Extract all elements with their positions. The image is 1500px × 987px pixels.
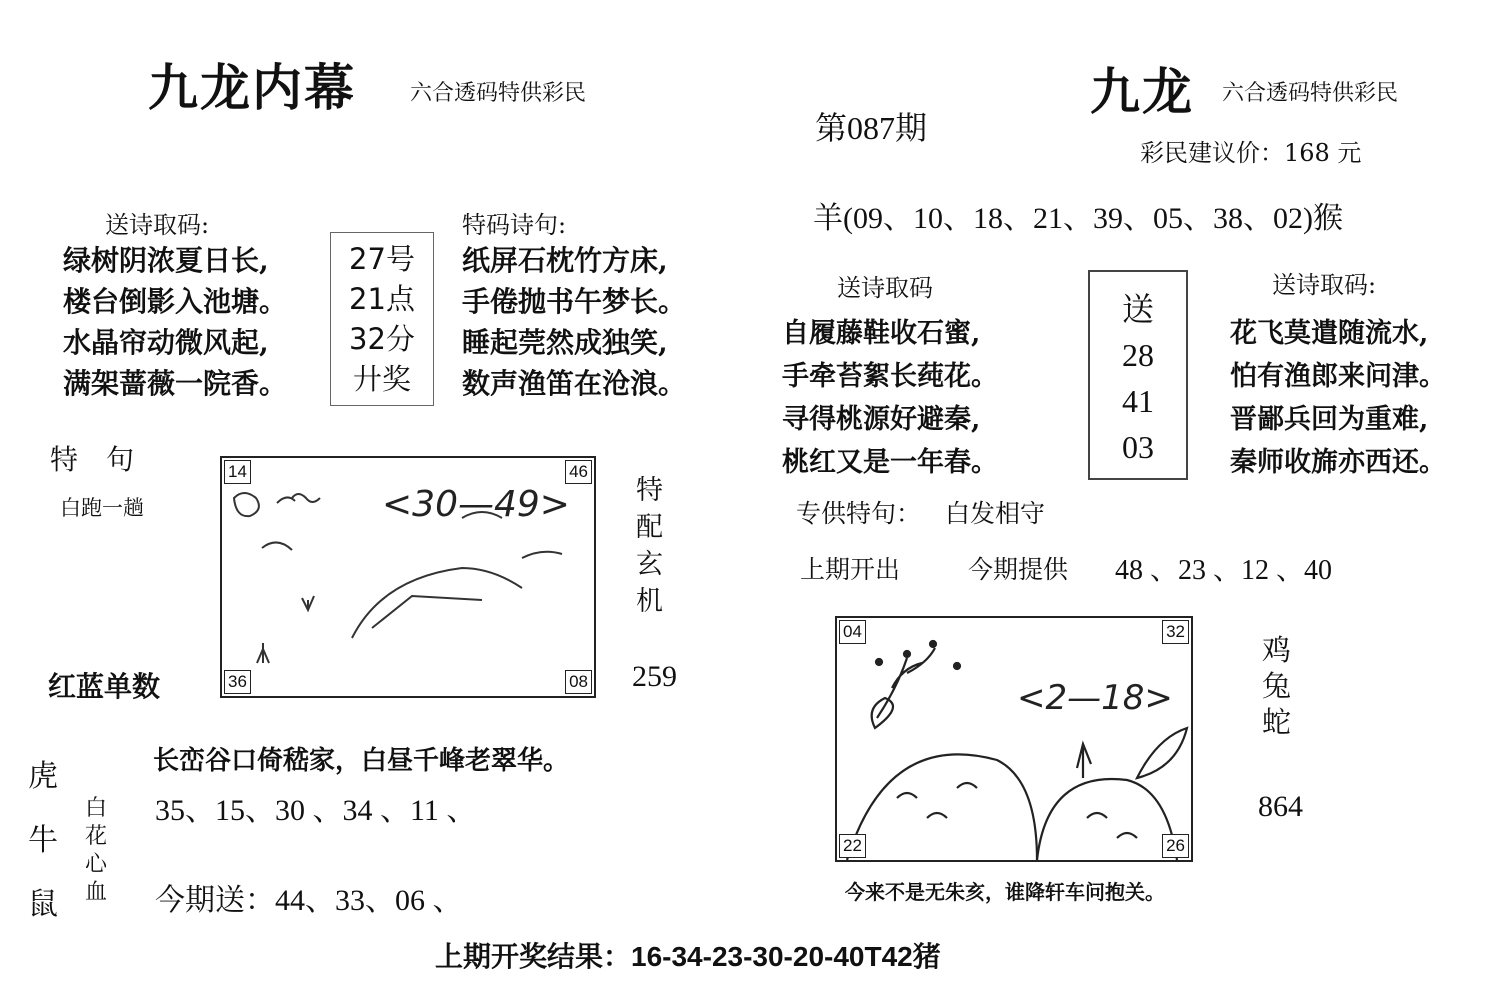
last-result: 上期开奖结果：16-34-23-30-20-40T42猪 — [435, 941, 941, 972]
bai-hua-char: 心 — [85, 852, 108, 877]
corner-tl: 14 — [224, 460, 251, 484]
te-ju-value: 白跑一趟 — [60, 496, 144, 520]
right-send-box — [1088, 270, 1188, 480]
right-sketch — [835, 616, 1193, 862]
send-box-line: 41 — [1122, 383, 1154, 419]
animal-char: 鸡 — [1262, 633, 1292, 667]
animal-char: 兔 — [1262, 669, 1292, 703]
bai-hua-char: 白 — [85, 796, 108, 821]
poem-line: 桃红又是一年春。 — [782, 447, 998, 478]
right-poem-heading-right: 送诗取码: — [1272, 271, 1377, 299]
animal-char: 牛 — [28, 823, 58, 858]
send-box-line: 28 — [1122, 337, 1154, 373]
right-title: 九龙 — [1090, 62, 1194, 121]
animal-char: 鼠 — [28, 887, 58, 922]
side-char: 配 — [636, 512, 663, 543]
left-tema-heading: 特码诗句: — [462, 211, 567, 239]
special-label: 专供特句： — [796, 499, 922, 528]
time-box-line: 27号 — [349, 242, 415, 276]
poem-line: 自履藤鞋收石蜜, — [782, 318, 981, 349]
poem-line: 水晶帘动微风起, — [63, 326, 269, 359]
bai-hua-vertical — [85, 795, 107, 907]
left-subtitle: 六合透码特供彩民 — [410, 81, 587, 106]
left-side-vertical — [636, 472, 663, 620]
animal-char: 虎 — [28, 759, 58, 794]
hong-lan-label: 红蓝单数 — [48, 670, 161, 703]
issue-number: 第087期 — [815, 110, 928, 146]
left-numbers: 35、15、30 、34 、11 、 — [155, 794, 477, 827]
left-side-number: 259 — [632, 660, 677, 693]
left-poem — [63, 240, 287, 404]
time-box-line: 32分 — [349, 322, 415, 356]
this-issue-label: 今期提供 — [968, 555, 1069, 584]
right-poem-right — [1230, 312, 1446, 484]
side-char: 机 — [636, 586, 663, 617]
left-title: 九龙内幕 — [148, 58, 356, 117]
side-char: 玄 — [636, 549, 663, 580]
corner-bl: 22 — [839, 834, 866, 858]
poem-line: 秦师收旆亦西还。 — [1230, 447, 1446, 478]
tema-line: 手倦抛书午梦长。 — [462, 285, 687, 318]
left-sketch — [220, 456, 596, 698]
animal-char: 蛇 — [1262, 705, 1292, 739]
special-value: 白发相守 — [945, 499, 1046, 528]
side-char: 特 — [636, 475, 663, 506]
tema-line: 数声渔笛在沧浪。 — [462, 367, 687, 400]
this-issue-values: 48 、23 、12 、40 — [1115, 555, 1333, 586]
bai-hua-char: 血 — [85, 880, 108, 905]
poem-line: 满架蔷薇一院香。 — [63, 367, 288, 400]
left-poem-heading: 送诗取码: — [105, 211, 210, 239]
corner-br: 26 — [1162, 834, 1189, 858]
send-box-line: 送 — [1121, 291, 1154, 327]
poem-line: 花飞莫遣随流水, — [1230, 318, 1429, 349]
last-open-label: 上期开出 — [800, 555, 901, 584]
poem-line: 怕有渔郎来问津。 — [1230, 361, 1446, 392]
left-verse: 长峦谷口倚嵇家，白昼千峰老翠华。 — [153, 746, 570, 776]
poem-line: 晋鄙兵回为重难, — [1230, 404, 1429, 435]
poem-line: 寻得桃源好避秦, — [782, 404, 981, 435]
corner-tr: 32 — [1162, 620, 1189, 644]
send-box-line: 03 — [1122, 429, 1154, 465]
tema-line: 睡起莞然成独笑, — [462, 326, 668, 359]
poem-line: 楼台倒影入池塘。 — [63, 285, 288, 318]
corner-tr: 46 — [565, 460, 592, 484]
left-time-box — [330, 232, 434, 406]
poem-line: 绿树阴浓夏日长, — [63, 244, 269, 277]
corner-tl: 04 — [839, 620, 866, 644]
right-side-number: 864 — [1258, 790, 1303, 823]
left-sketch-text: <30—49> — [382, 484, 570, 525]
right-subtitle: 六合透码特供彩民 — [1222, 81, 1399, 106]
right-poem-heading-left: 送诗取码 — [837, 274, 933, 302]
corner-bl: 36 — [224, 670, 251, 694]
zodiac-sequence: 羊(09、10、18、21、39、05、38、02)猴 — [813, 202, 1343, 235]
left-tema-poem — [462, 240, 686, 404]
left-jinqi-song: 今期送：44、33、06 、 — [155, 884, 463, 917]
te-ju-label: 特 句 — [50, 443, 135, 476]
tema-line: 纸屏石枕竹方床, — [462, 244, 668, 277]
poem-line: 手牵苔絮长莼花。 — [782, 361, 998, 392]
bai-hua-char: 花 — [85, 824, 108, 849]
right-bottom-verse: 今来不是无朱亥，谁降轩车问抱关。 — [845, 880, 1165, 904]
right-sketch-text: <2—18> — [1017, 678, 1173, 718]
time-box-line: 廾奖 — [352, 362, 411, 396]
right-animals — [1262, 632, 1291, 740]
time-box-line: 21点 — [349, 282, 415, 316]
corner-br: 08 — [565, 670, 592, 694]
right-poem-left — [782, 312, 998, 484]
price: 彩民建议价：168 元 — [1140, 139, 1362, 167]
left-animals — [28, 745, 58, 937]
sketch-drawing — [837, 618, 1191, 860]
